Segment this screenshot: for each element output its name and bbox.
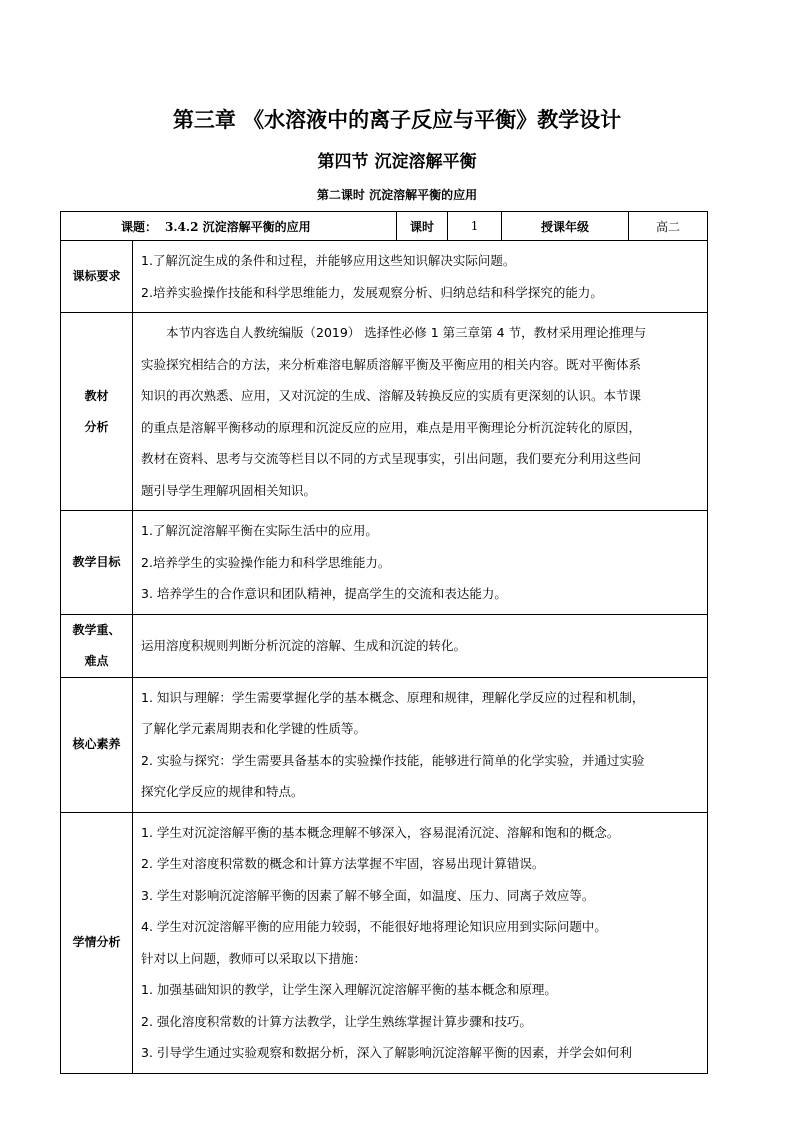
content-line: 2. 强化溶度积常数的计算方法教学，让学生熟练掌握计算步骤和技巧。	[141, 1013, 532, 1029]
period-value: 1	[448, 212, 502, 241]
core-literacy-label	[61, 677, 133, 812]
key-difficult-points-row	[61, 614, 708, 677]
learning-analysis-label	[61, 812, 133, 1073]
learning-analysis-content	[133, 812, 708, 1073]
core-literacy-row	[61, 677, 708, 812]
content-line: 2. 学生对溶度积常数的概念和计算方法掌握不牢固，容易出现计算错误。	[141, 856, 545, 871]
content-line: 探究化学反应的规律和特点。	[141, 784, 304, 799]
content-line: 2. 实验与探究：学生需要具备基本的实验操作技能，能够进行简单的化学实验，并通过实验	[141, 752, 645, 768]
curriculum-requirements-label	[61, 241, 133, 313]
content-line: 3. 引导学生通过实验观察和数据分析，深入了解影响沉淀溶解平衡的因素，并学会如何利	[141, 1045, 632, 1060]
content-line: 1.了解沉淀溶解平衡在实际生活中的应用。	[141, 523, 378, 538]
learning-analysis-row	[61, 812, 708, 1073]
topic-label: 课题：	[121, 219, 158, 234]
content-line: 针对以上问题，教师可以采取以下措施：	[141, 950, 367, 966]
content-line: 2.培养学生的实验操作能力和科学思维能力。	[141, 554, 391, 570]
content-line: 1. 加强基础知识的教学，让学生深入理解沉淀溶解平衡的基本概念和原理。	[141, 982, 557, 997]
content-line: 1. 知识与理解：学生需要掌握化学的基本概念、原理和规律，理解化学反应的过程和机制，	[141, 689, 645, 705]
curriculum-requirements-content	[133, 241, 708, 313]
row-label-line: 课标要求	[72, 269, 121, 283]
content-line: 运用溶度积规则判断分析沉淀的溶解、生成和沉淀的转化。	[141, 637, 467, 653]
row-label-line: 教材	[84, 388, 109, 403]
content-line: 了解化学元素周期表和化学键的性质等。	[141, 721, 367, 736]
core-literacy-content	[133, 677, 708, 812]
section-title: 第四节 沉淀溶解平衡	[317, 152, 477, 172]
topic-value: 3.4.2 沉淀溶解平衡的应用	[165, 219, 311, 234]
period-label: 课时	[397, 212, 448, 241]
row-label-line: 学情分析	[72, 935, 121, 949]
content-line: 2.培养实验操作技能和科学思维能力，发展观察分析、归纳总结和科学探究的能力。	[141, 284, 603, 300]
content-line: 1. 学生对沉淀溶解平衡的基本概念理解不够深入，容易混淆沉淀、溶解和饱和的概念。	[141, 824, 620, 840]
content-line: 3. 培养学生的合作意识和团队精神，提高学生的交流和表达能力。	[141, 586, 507, 601]
content-line: 题引导学生理解巩固相关知识。	[141, 482, 317, 498]
header-row	[61, 212, 708, 241]
lesson-title: 第二课时 沉淀溶解平衡的应用	[316, 188, 478, 202]
grade-value: 高二	[629, 212, 708, 241]
row-label-line: 教学重、	[72, 622, 121, 637]
topic-cell	[61, 212, 397, 241]
content-line: 教材在资料、思考与交流等栏目以不同的方式呈现事实，引出问题，我们要充分利用这些问	[141, 451, 642, 466]
content-line: 本节内容选自人教统编版（2019） 选择性必修 1 第三章第 4 节，教材采用理论推理与	[166, 325, 647, 340]
row-label-line: 分析	[84, 419, 109, 434]
content-line: 3. 学生对影响沉淀溶解平衡的因素了解不够全面，如温度、压力、同离子效应等。	[141, 887, 595, 903]
content-line: 4. 学生对沉淀溶解平衡的应用能力较弱，不能很好地将理论知识应用到实际问题中。	[141, 919, 607, 934]
content-line: 的重点是溶解平衡移动的原理和沉淀反应的应用，难点是用平衡理论分析沉淀转化的原因，	[141, 419, 642, 435]
content-line: 实验探究相结合的方法，来分析难溶电解质溶解平衡及平衡应用的相关内容。既对平衡体系	[141, 356, 642, 372]
row-label-line: 教学目标	[72, 554, 121, 569]
content-line: 1.了解沉淀生成的条件和过程，并能够应用这些知识解决实际问题。	[141, 253, 516, 268]
grade-label: 授课年级	[502, 212, 629, 241]
curriculum-requirements-row	[61, 241, 708, 313]
row-label-line: 核心素养	[72, 737, 121, 751]
key-difficult-points-label	[61, 614, 133, 677]
teaching-objectives-content	[133, 511, 708, 615]
document-title: 第三章 《水溶液中的离子反应与平衡》教学设计	[172, 107, 622, 132]
lesson-plan-table	[60, 211, 708, 1074]
teaching-objectives-row	[61, 511, 708, 615]
textbook-analysis-row	[61, 313, 708, 511]
textbook-analysis-content	[133, 313, 708, 511]
teaching-objectives-label	[61, 511, 133, 615]
content-line: 知识的再次熟悉、应用，又对沉淀的生成、溶解及转换反应的实质有更深刻的认识。本节课	[141, 388, 642, 403]
row-label-line: 难点	[84, 653, 109, 668]
key-difficult-points-content	[133, 614, 708, 677]
textbook-analysis-label	[61, 313, 133, 511]
